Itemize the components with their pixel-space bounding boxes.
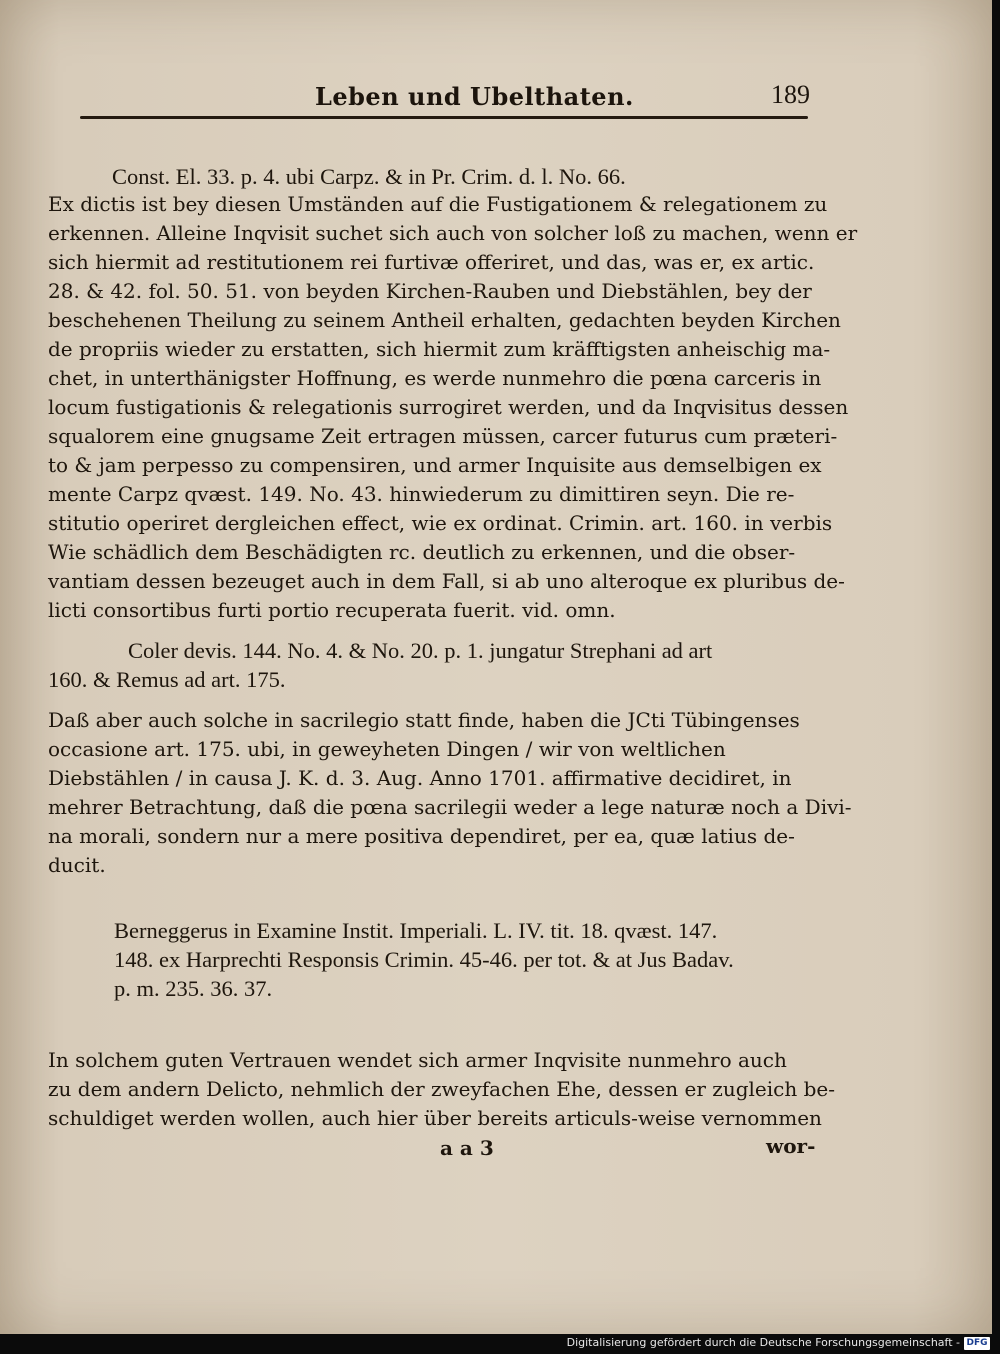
- text-line: p. m. 235. 36. 37.: [114, 976, 273, 1001]
- text-line: de propriis wieder zu erstatten, sich hiermit zum kräfftigsten anheischig ma-: [48, 337, 831, 361]
- citation-block-1: [112, 162, 626, 191]
- text-line: 148. ex Harprechti Responsis Crimin. 45-46. per tot. & at Jus Badav.: [114, 947, 734, 972]
- signature-mark: a a 3: [440, 1136, 494, 1160]
- running-header: [80, 74, 810, 114]
- paragraph-block-3: [48, 1046, 835, 1133]
- text-line: occasione art. 175. ubi, in geweyheten Dingen / wir von weltlichen: [48, 737, 726, 761]
- catchword: wor-: [766, 1134, 816, 1158]
- text-line: chet, in unterthänigster Hoffnung, es werde nunmehro die pœna carceris in: [48, 366, 822, 390]
- text-line: Wie schädlich dem Beschädigten rc. deutlich zu erkennen, und die obser-: [48, 540, 796, 564]
- digitization-footer: [0, 1334, 1000, 1354]
- running-title: Leben und Ubelthaten.: [315, 82, 634, 111]
- footer-credit: Digitalisierung gefördert durch die Deutsche Forschungsgemeinschaft -: [566, 1336, 960, 1349]
- text-line: Berneggerus in Examine Instit. Imperiali. L. IV. tit. 18. qvæst. 147.: [114, 918, 718, 943]
- text-line: vantiam dessen bezeuget auch in dem Fall, si ab uno alteroque ex pluribus de-: [48, 569, 845, 593]
- text-line: na morali, sondern nur a mere positiva dependiret, per ea, quæ latius de-: [48, 824, 795, 848]
- page-number: 189: [771, 80, 810, 109]
- paragraph-block-1: [48, 190, 857, 625]
- text-line: ducit.: [48, 853, 106, 877]
- text-line: mehrer Betrachtung, daß die pœna sacrilegii weder a lege naturæ noch a Divi-: [48, 795, 852, 819]
- header-rule: [80, 116, 808, 119]
- text-line: sich hiermit ad restitutionem rei furtivæ offeriret, und das, was er, ex artic.: [48, 250, 815, 274]
- text-line: Ex dictis ist bey diesen Umständen auf die Fustigationem & relegationem zu: [48, 192, 828, 216]
- text-line: In solchem guten Vertrauen wendet sich armer Inqvisite nunmehro auch: [48, 1048, 787, 1072]
- dfg-logo[interactable]: DFG: [964, 1337, 990, 1350]
- text-line: Diebstählen / in causa J. K. d. 3. Aug. Anno 1701. affirmative decidiret, in: [48, 766, 792, 790]
- text-line: to & jam perpesso zu compensiren, und armer Inquisite aus demselbigen ex: [48, 453, 822, 477]
- text-line: Coler devis. 144. No. 4. & No. 20. p. 1. jungatur Strephani ad art: [128, 638, 713, 663]
- citation-block-2: [48, 636, 713, 694]
- citation-block-3: [114, 916, 734, 1003]
- text-line: 160. & Remus ad art. 175.: [48, 667, 286, 692]
- text-line: erkennen. Alleine Inqvisit suchet sich auch von solcher loß zu machen, wenn er: [48, 221, 858, 245]
- text-line: Daß aber auch solche in sacrilegio statt finde, haben die JCti Tübingenses: [48, 708, 800, 732]
- text-line: schuldiget werden wollen, auch hier über bereits articuls-weise vernommen: [48, 1106, 822, 1130]
- text-line: Const. El. 33. p. 4. ubi Carpz. & in Pr. Crim. d. l. No. 66.: [112, 164, 626, 189]
- text-line: mente Carpz qvæst. 149. No. 43. hinwiederum zu dimittiren seyn. Die re-: [48, 482, 795, 506]
- text-line: 28. & 42. fol. 50. 51. von beyden Kirchen-Rauben und Diebstählen, bey der: [48, 279, 812, 303]
- text-line: locum fustigationis & relegationis surrogiret werden, und da Inqvisitus dessen: [48, 395, 849, 419]
- text-line: beschehenen Theilung zu seinem Antheil erhalten, gedachten beyden Kirchen: [48, 308, 841, 332]
- text-line: licti consortibus furti portio recuperata fuerit. vid. omn.: [48, 598, 616, 622]
- text-line: zu dem andern Delicto, nehmlich der zweyfachen Ehe, dessen er zugleich be-: [48, 1077, 835, 1101]
- text-line: squalorem eine gnugsame Zeit ertragen müssen, carcer futurus cum præteri-: [48, 424, 838, 448]
- paragraph-block-2: [48, 706, 852, 880]
- text-line: stitutio operiret dergleichen effect, wie ex ordinat. Crimin. art. 160. in verbis: [48, 511, 833, 535]
